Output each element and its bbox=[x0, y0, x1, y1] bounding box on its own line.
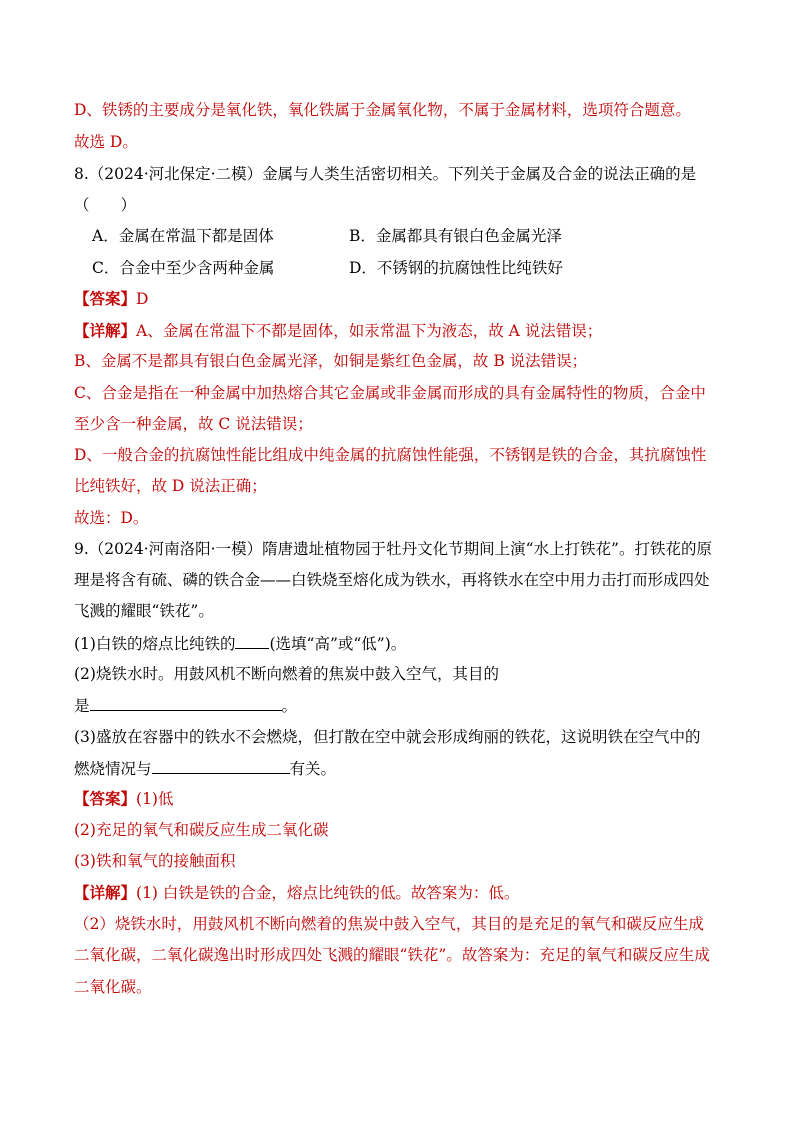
answer-label: 【答案】 bbox=[74, 289, 137, 308]
q8-option-d: D．不锈钢的抗腐蚀性比纯铁好 bbox=[349, 259, 563, 277]
q9-sub3-line1: (3)盛放在容器中的铁水不会燃烧，但打散在空中就会形成绚丽的铁花，这说明铁在空气中的 bbox=[74, 728, 701, 746]
q8-answer bbox=[74, 288, 148, 310]
q8-option-b: B．金属都具有银白色金属光泽 bbox=[349, 227, 562, 245]
q9-detail-2-line1: （2）烧铁水时，用鼓风机不断向燃着的焦炭中鼓入空气，其目的是充足的氧气和碳反应生成 bbox=[74, 915, 704, 933]
q8-answer-value: D bbox=[136, 290, 149, 308]
q8-option-c: C．合金中至少含两种金属 bbox=[92, 259, 275, 277]
q9-sub1 bbox=[74, 632, 406, 655]
q9-sub2-pre: 是 bbox=[74, 697, 90, 715]
q9-stem-line2: 理是将含有硫、磷的铁合金——白铁烧至熔化成为铁水，再将铁水在空中用力击打而形成四处 bbox=[74, 571, 710, 589]
q9-answer-2: (2)充足的氧气和碳反应生成二氧化碳 bbox=[74, 821, 329, 839]
q9-stem-line3: 飞溅的耀眼“铁花”。 bbox=[74, 602, 214, 620]
q9-answer-1: (1)低 bbox=[136, 790, 174, 808]
q9-sub3-pre: 燃烧情况与 bbox=[74, 760, 152, 778]
q9-sub1-pre: (1)白铁的熔点比纯铁的 bbox=[74, 635, 236, 653]
q8-detail-d-line2: 比纯铁好，故 D 说法正确； bbox=[74, 477, 267, 495]
q9-detail-2-line3: 二氧化碳。 bbox=[74, 978, 152, 996]
q8-conclusion: 故选：D。 bbox=[74, 509, 149, 527]
q9-sub2-post: 。 bbox=[281, 697, 298, 715]
q8-detail-c-line2: 至少含一种金属，故 C 说法错误； bbox=[74, 415, 313, 433]
q8-stem: 8.（2024·河北保定·二模）金属与人类生活密切相关。下列关于金属及合金的说法正确的是 bbox=[74, 165, 697, 183]
q9-sub2-line2 bbox=[74, 694, 297, 717]
q9-stem-line1: 9.（2024·河南洛阳·一模）隋唐遗址植物园于牡丹文化节期间上演“水上打铁花”。打铁花的原 bbox=[74, 540, 712, 558]
q9-sub3-line2 bbox=[74, 757, 336, 780]
q9-sub2-blank[interactable] bbox=[90, 694, 282, 711]
q8-detail-a bbox=[74, 320, 602, 342]
q8-detail-c-line1: C、合金是指在一种金属中加热熔合其它金属或非金属而形成的具有金属特性的物质，合金中 bbox=[74, 384, 706, 402]
q8-detail-a-text: A、金属在常温下不都是固体，如汞常温下为液态，故 A 说法错误； bbox=[136, 322, 603, 340]
q9-answer bbox=[74, 788, 173, 810]
detail-label: 【详解】 bbox=[74, 321, 137, 340]
q9-detail-2-line2: 二氧化碳，二氧化碳逸出时形成四处飞溅的耀眼“铁花”。故答案为：充足的氧气和碳反应生成 bbox=[74, 946, 710, 964]
q9-detail-1 bbox=[74, 882, 519, 904]
q9-answer-3: (3)铁和氧气的接触面积 bbox=[74, 852, 236, 870]
prev-explanation-d: D、铁锈的主要成分是氧化铁，氧化铁属于金属氧化物，不属于金属材料，选项符合题意。 bbox=[74, 101, 691, 119]
q9-detail-1-text: (1) 白铁是铁的合金，熔点比纯铁的低。故答案为：低。 bbox=[136, 884, 520, 902]
q8-detail-d-line1: D、一般合金的抗腐蚀性能比组成中纯金属的抗腐蚀性能强，不锈钢是铁的合金，其抗腐蚀性 bbox=[74, 446, 707, 464]
q9-sub3-blank[interactable] bbox=[152, 757, 290, 774]
answer-label: 【答案】 bbox=[74, 789, 137, 808]
q9-sub1-post: (选填“高”或“低”)。 bbox=[269, 635, 407, 653]
prev-conclusion: 故选 D。 bbox=[74, 133, 138, 151]
q9-sub3-post: 有关。 bbox=[289, 760, 337, 778]
q8-option-a: A．金属在常温下都是固体 bbox=[92, 227, 274, 245]
q9-sub2-line1: (2)烧铁水时。用鼓风机不断向燃着的焦炭中鼓入空气，其目的 bbox=[74, 665, 499, 683]
q9-sub1-blank[interactable] bbox=[235, 632, 269, 649]
q8-bracket: （ ） bbox=[74, 196, 137, 214]
detail-label: 【详解】 bbox=[74, 883, 137, 902]
q8-detail-b: B、金属不是都具有银白色金属光泽，如铜是紫红色金属，故 B 说法错误； bbox=[74, 352, 588, 370]
